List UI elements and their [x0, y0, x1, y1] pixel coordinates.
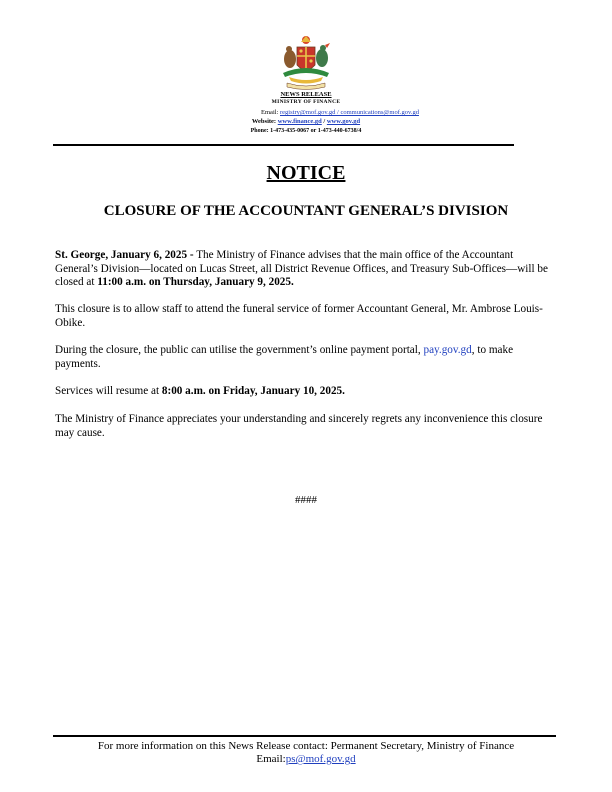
website-link-gov[interactable]: www.gov.gd [326, 118, 361, 125]
notice-heading: NOTICE [266, 162, 346, 184]
pay-portal-link[interactable]: pay.gov.gd [423, 344, 472, 356]
end-mark: #### [295, 494, 317, 506]
email-label: Email: [261, 109, 279, 116]
letterhead-email-line [190, 110, 490, 117]
paragraph-3-text-before: During the closure, the public can utilise the government’s online payment portal, [55, 344, 424, 356]
paragraph-1-text: The Ministry of Finance advises that the main office of the Accountant General’s Division—located on Lucas Street, all District Revenue Offices, and Treasury Sub-Offices—will be closed at [55, 249, 548, 288]
paragraph-closure-announcement [55, 249, 555, 290]
paragraph-apology: The Ministry of Finance appreciates your understanding and sincerely regrets any inconvenience this closure may cause. [55, 413, 543, 439]
paragraph-4-text: Services will resume at [55, 385, 162, 397]
website-link-finance[interactable]: www.finance.gd [277, 118, 322, 125]
website-label: Website: [251, 118, 277, 125]
news-release-title: NEWS RELEASE [280, 91, 332, 98]
paragraph-3-text-after: , to make payments. [55, 344, 514, 370]
paragraph-services-resume [55, 385, 555, 399]
website-separator: / [321, 118, 327, 125]
coat-of-arms-icon [279, 33, 333, 91]
paragraph-online-payment [55, 344, 555, 371]
letterhead-website-line [150, 119, 462, 126]
notice-subtitle: CLOSURE OF THE ACCOUNTANT GENERAL’S DIVISION [103, 203, 509, 219]
footer-email-line [0, 753, 612, 766]
ministry-name: MINISTRY OF FINANCE [271, 99, 341, 105]
footer-email-label: Email: [256, 753, 286, 765]
paragraph-closure-reason: This closure is to allow staff to attend the funeral service of former Accountant General, Mr. Ambrose Louis-Obike. [55, 303, 543, 329]
footer-divider [53, 735, 556, 737]
footer-email-link[interactable]: ps@mof.gov.gd [285, 753, 356, 765]
dateline: St. George, January 6, 2025 - [55, 249, 194, 261]
letterhead-phone: Phone: 1-473-435-0067 or 1-473-440-6738/4 [250, 128, 362, 134]
footer-contact-line: For more information on this News Release contact: Permanent Secretary, Ministry of Finance [97, 740, 515, 752]
header-divider [53, 144, 514, 146]
resume-time: 8:00 a.m. on Friday, January 10, 2025. [161, 385, 345, 397]
email-link[interactable]: registry@mof.gov.gd / communications@mof.gov.gd [280, 109, 419, 116]
closure-time: 11:00 a.m. on Thursday, January 9, 2025. [97, 276, 294, 288]
